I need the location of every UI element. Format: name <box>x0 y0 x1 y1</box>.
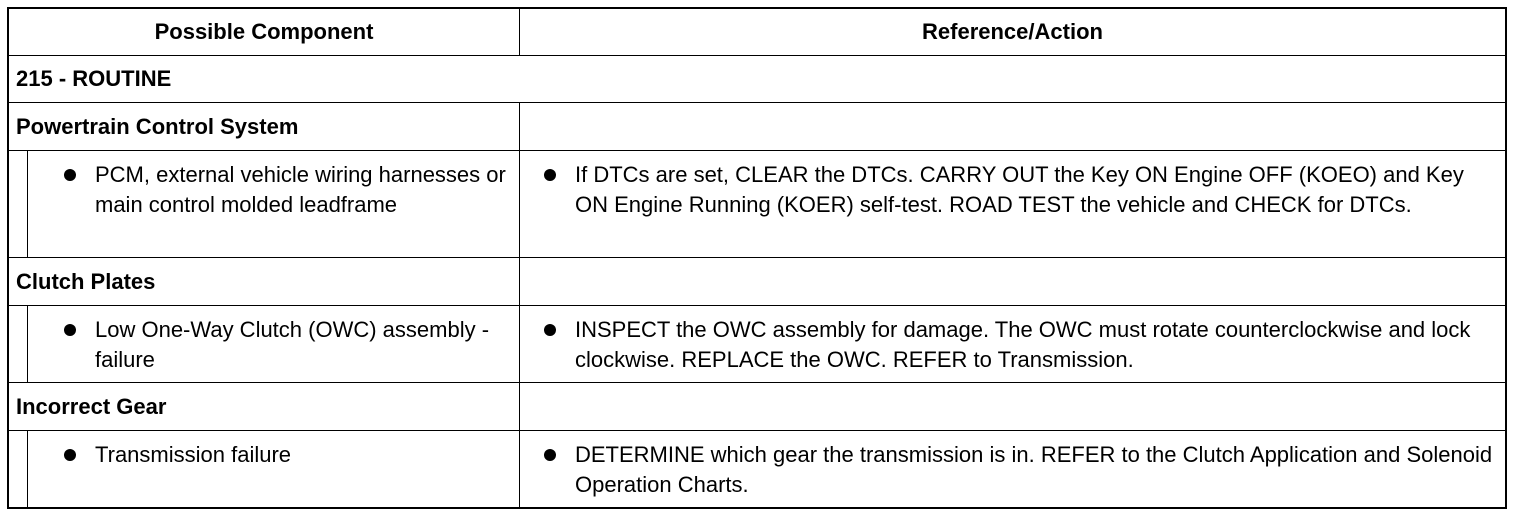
column-header-action: Reference/Action <box>922 19 1103 44</box>
action-cell <box>520 431 1505 507</box>
column-header-component: Possible Component <box>9 9 520 55</box>
bullet-icon <box>544 449 556 461</box>
bullet-icon <box>544 324 556 336</box>
group-title: Incorrect Gear <box>9 383 520 430</box>
group-action-empty <box>520 103 1505 150</box>
group-title: Powertrain Control System <box>9 103 520 150</box>
component-text: Low One-Way Clutch (OWC) assembly - failure <box>95 317 490 372</box>
bullet-icon <box>64 324 76 336</box>
section-title: 215 - ROUTINE <box>9 55 1505 102</box>
action-text: INSPECT the OWC assembly for damage. The OWC must rotate counterclockwise and lock clockwise. REPLACE the OWC. REFER to Transmission. <box>575 317 1471 372</box>
component-cell <box>9 151 520 257</box>
indent-cell <box>9 431 28 507</box>
indent-cell <box>9 306 28 382</box>
table-header-row <box>9 9 1505 55</box>
action-cell <box>520 306 1505 382</box>
action-text: If DTCs are set, CLEAR the DTCs. CARRY OUT the Key ON Engine OFF (KOEO) and Key ON Engine Running (KOER) self-test. ROAD TEST the vehicle and CHECK for DTCs. <box>575 162 1464 217</box>
diagnostic-table <box>7 7 1507 509</box>
group-row <box>9 257 1505 305</box>
bullet-icon <box>544 169 556 181</box>
component-text: PCM, external vehicle wiring harnesses or main control molded leadframe <box>95 162 506 217</box>
table-row <box>9 305 1505 382</box>
group-action-empty <box>520 258 1505 305</box>
component-text: Transmission failure <box>95 442 292 467</box>
group-title: Clutch Plates <box>9 258 520 305</box>
table-row <box>9 150 1505 257</box>
component-cell <box>9 306 520 382</box>
action-cell <box>520 151 1505 257</box>
group-row <box>9 382 1505 430</box>
table-row <box>9 430 1505 507</box>
group-action-empty <box>520 383 1505 430</box>
indent-cell <box>9 151 28 257</box>
component-cell <box>9 431 520 507</box>
group-row <box>9 102 1505 150</box>
bullet-icon <box>64 169 76 181</box>
action-text: DETERMINE which gear the transmission is in. REFER to the Clutch Application and Solenoid Operation Charts. <box>575 442 1493 497</box>
bullet-icon <box>64 449 76 461</box>
